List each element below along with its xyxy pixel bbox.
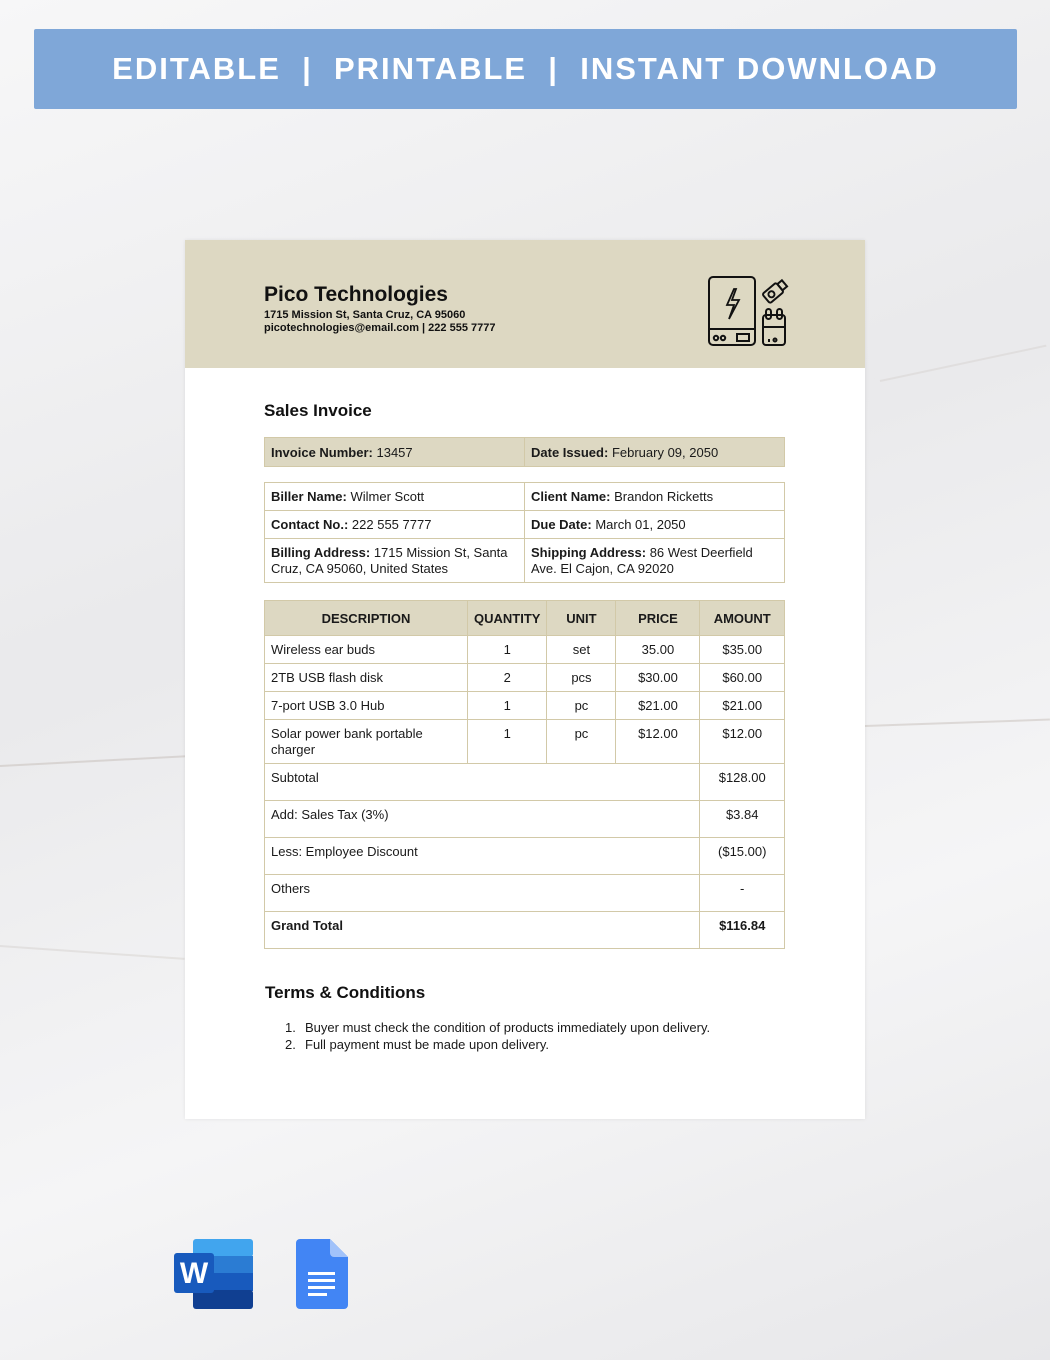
item-quantity: 1: [468, 692, 547, 720]
others-value: -: [700, 875, 785, 912]
item-amount: $60.00: [700, 664, 785, 692]
item-description: Solar power bank portable charger: [265, 720, 468, 764]
subtotal-label: Subtotal: [265, 764, 700, 801]
item-price: $12.00: [616, 720, 700, 764]
item-unit: pc: [547, 720, 616, 764]
power-bank-usb-earbuds-icon: [707, 275, 789, 347]
item-quantity: 1: [468, 636, 547, 664]
billing-address-label: Billing Address:: [271, 544, 371, 560]
sales-tax-row: [265, 801, 785, 838]
invoice-number-cell: [265, 438, 525, 467]
biller-name-value: Wilmer Scott: [350, 489, 425, 504]
item-quantity: 1: [468, 720, 547, 764]
terms-item: [285, 1019, 710, 1036]
item-amount: $21.00: [700, 692, 785, 720]
due-date-label: Due Date:: [531, 517, 592, 532]
company-name: Pico Technologies: [264, 283, 448, 306]
invoice-number-value: 13457: [376, 444, 413, 460]
google-docs-icon[interactable]: [296, 1239, 348, 1309]
header-description: DESCRIPTION: [265, 601, 468, 636]
item-amount: $12.00: [700, 720, 785, 764]
header-amount: AMOUNT: [700, 601, 785, 636]
billing-address-cell: [265, 539, 525, 583]
subtotal-row: [265, 764, 785, 801]
contact-number-label: Contact No.:: [271, 517, 349, 532]
feature-banner: [34, 29, 1017, 109]
line-items-table: [264, 600, 785, 949]
terms-item: [285, 1036, 710, 1053]
terms-title: Terms & Conditions: [265, 983, 426, 1002]
item-unit: pcs: [547, 664, 616, 692]
billing-address-value: 1715 Mission St, Santa Cruz, CA 95060, United States: [271, 544, 508, 576]
microsoft-word-icon[interactable]: [174, 1239, 254, 1309]
others-label: Others: [265, 875, 700, 912]
item-unit: set: [547, 636, 616, 664]
party-info-table: [264, 482, 785, 583]
item-price: $30.00: [616, 664, 700, 692]
discount-row: [265, 838, 785, 875]
terms-list: [285, 1019, 710, 1053]
company-address: 1715 Mission St, Santa Cruz, CA 95060: [264, 309, 466, 321]
client-name-cell: [525, 483, 785, 511]
item-description: 2TB USB flash disk: [265, 664, 468, 692]
header-price: PRICE: [616, 601, 700, 636]
table-row: [265, 664, 785, 692]
shipping-address-value: 86 West Deerfield Ave. El Cajon, CA 92020: [531, 544, 753, 576]
invoice-meta-table: [264, 437, 785, 467]
date-issued-value: February 09, 2050: [611, 444, 719, 460]
company-contact: picotechnologies@email.com | 222 555 7777: [264, 322, 496, 334]
date-issued-label: Date Issued:: [531, 444, 609, 460]
others-row: [265, 875, 785, 912]
sales-tax-label: Add: Sales Tax (3%): [265, 801, 700, 838]
terms-item-number: 2.: [285, 1037, 296, 1052]
invoice-number-label: Invoice Number:: [271, 444, 373, 460]
table-row: [265, 636, 785, 664]
grand-total-value: $116.84: [700, 912, 785, 949]
item-quantity: 2: [468, 664, 547, 692]
word-letter: W: [179, 1257, 209, 1290]
item-unit: pc: [547, 692, 616, 720]
invoice-document: [185, 240, 865, 1119]
contact-number-value: 222 555 7777: [351, 517, 432, 532]
terms-item-text: Full payment must be made upon delivery.: [305, 1037, 549, 1052]
due-date-value: March 01, 2050: [595, 517, 686, 532]
grand-total-row: [265, 912, 785, 949]
date-issued-cell: [525, 438, 785, 467]
header-quantity: QUANTITY: [468, 601, 547, 636]
sales-tax-value: $3.84: [700, 801, 785, 838]
terms-item-number: 1.: [285, 1020, 296, 1035]
table-row: [265, 692, 785, 720]
item-description: Wireless ear buds: [265, 636, 468, 664]
item-description: 7-port USB 3.0 Hub: [265, 692, 468, 720]
table-header-row: [265, 601, 785, 636]
contact-number-cell: [265, 511, 525, 539]
company-header: [185, 240, 865, 368]
header-unit: UNIT: [547, 601, 616, 636]
shipping-address-label: Shipping Address:: [531, 544, 647, 560]
terms-item-text: Buyer must check the condition of products immediately upon delivery.: [305, 1020, 711, 1035]
banner-text: EDITABLE | PRINTABLE | INSTANT DOWNLOAD: [112, 51, 939, 86]
table-row: [265, 720, 785, 764]
due-date-cell: [525, 511, 785, 539]
grand-total-label: Grand Total: [265, 912, 700, 949]
invoice-title: Sales Invoice: [264, 401, 372, 420]
client-name-label: Client Name:: [531, 489, 611, 504]
discount-value: ($15.00): [700, 838, 785, 875]
biller-name-label: Biller Name:: [271, 489, 347, 504]
item-amount: $35.00: [700, 636, 785, 664]
shipping-address-cell: [525, 539, 785, 583]
item-price: 35.00: [616, 636, 700, 664]
discount-label: Less: Employee Discount: [265, 838, 700, 875]
item-price: $21.00: [616, 692, 700, 720]
client-name-value: Brandon Ricketts: [614, 489, 714, 504]
subtotal-value: $128.00: [700, 764, 785, 801]
biller-name-cell: [265, 483, 525, 511]
